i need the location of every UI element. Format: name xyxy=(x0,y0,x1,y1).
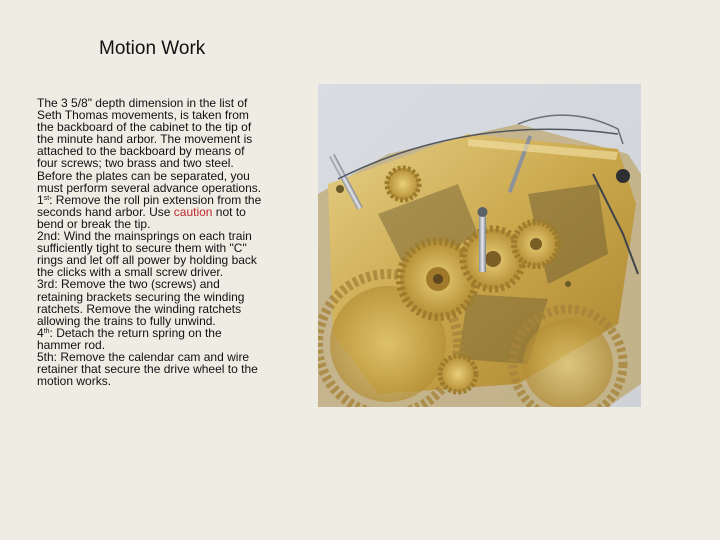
step-4-suffix: th xyxy=(43,327,50,335)
intro-paragraph: The 3 5/8" depth dimension in the list of Seth Thomas movements, is taken from the backboard of the cabinet to the tip of the minute hand arbor. The movement is attached to the backboard by means of four screws; two brass and two steel. Before the plates can be separated, you must perform several advance operations. xyxy=(37,96,262,195)
caution-word: caution xyxy=(173,204,213,219)
step-4-text: : Detach the return spring on the hammer rod. xyxy=(37,325,222,352)
step-1-end: not to bend or break the tip. xyxy=(37,204,246,231)
step-5: 5th: Remove the calendar cam and wire retainer that secure the drive wheel to the motion works. xyxy=(37,349,258,389)
step-1-number: 1 xyxy=(37,192,44,207)
step-1-suffix: st xyxy=(43,194,50,202)
step-1 xyxy=(37,194,263,230)
clock-movement-photo xyxy=(318,84,641,407)
step-4 xyxy=(37,327,263,351)
step-2: 2nd: Wind the mainsprings on each train sufficiently tight to secure them with "C" rings and let off all power by holding back the clicks with a small screw driver. xyxy=(37,229,257,280)
slide-title: Motion Work xyxy=(99,38,206,59)
step-4-number: 4 xyxy=(37,325,44,340)
step-1-text: : Remove the roll pin extension from the seconds hand arbor. Use xyxy=(37,192,262,219)
step-3: 3rd: Remove the two (screws) and retaining brackets securing the winding ratchets. Remove the winding ratchets allowing the trains to fully unwind. xyxy=(37,277,245,328)
body-text xyxy=(37,97,263,387)
